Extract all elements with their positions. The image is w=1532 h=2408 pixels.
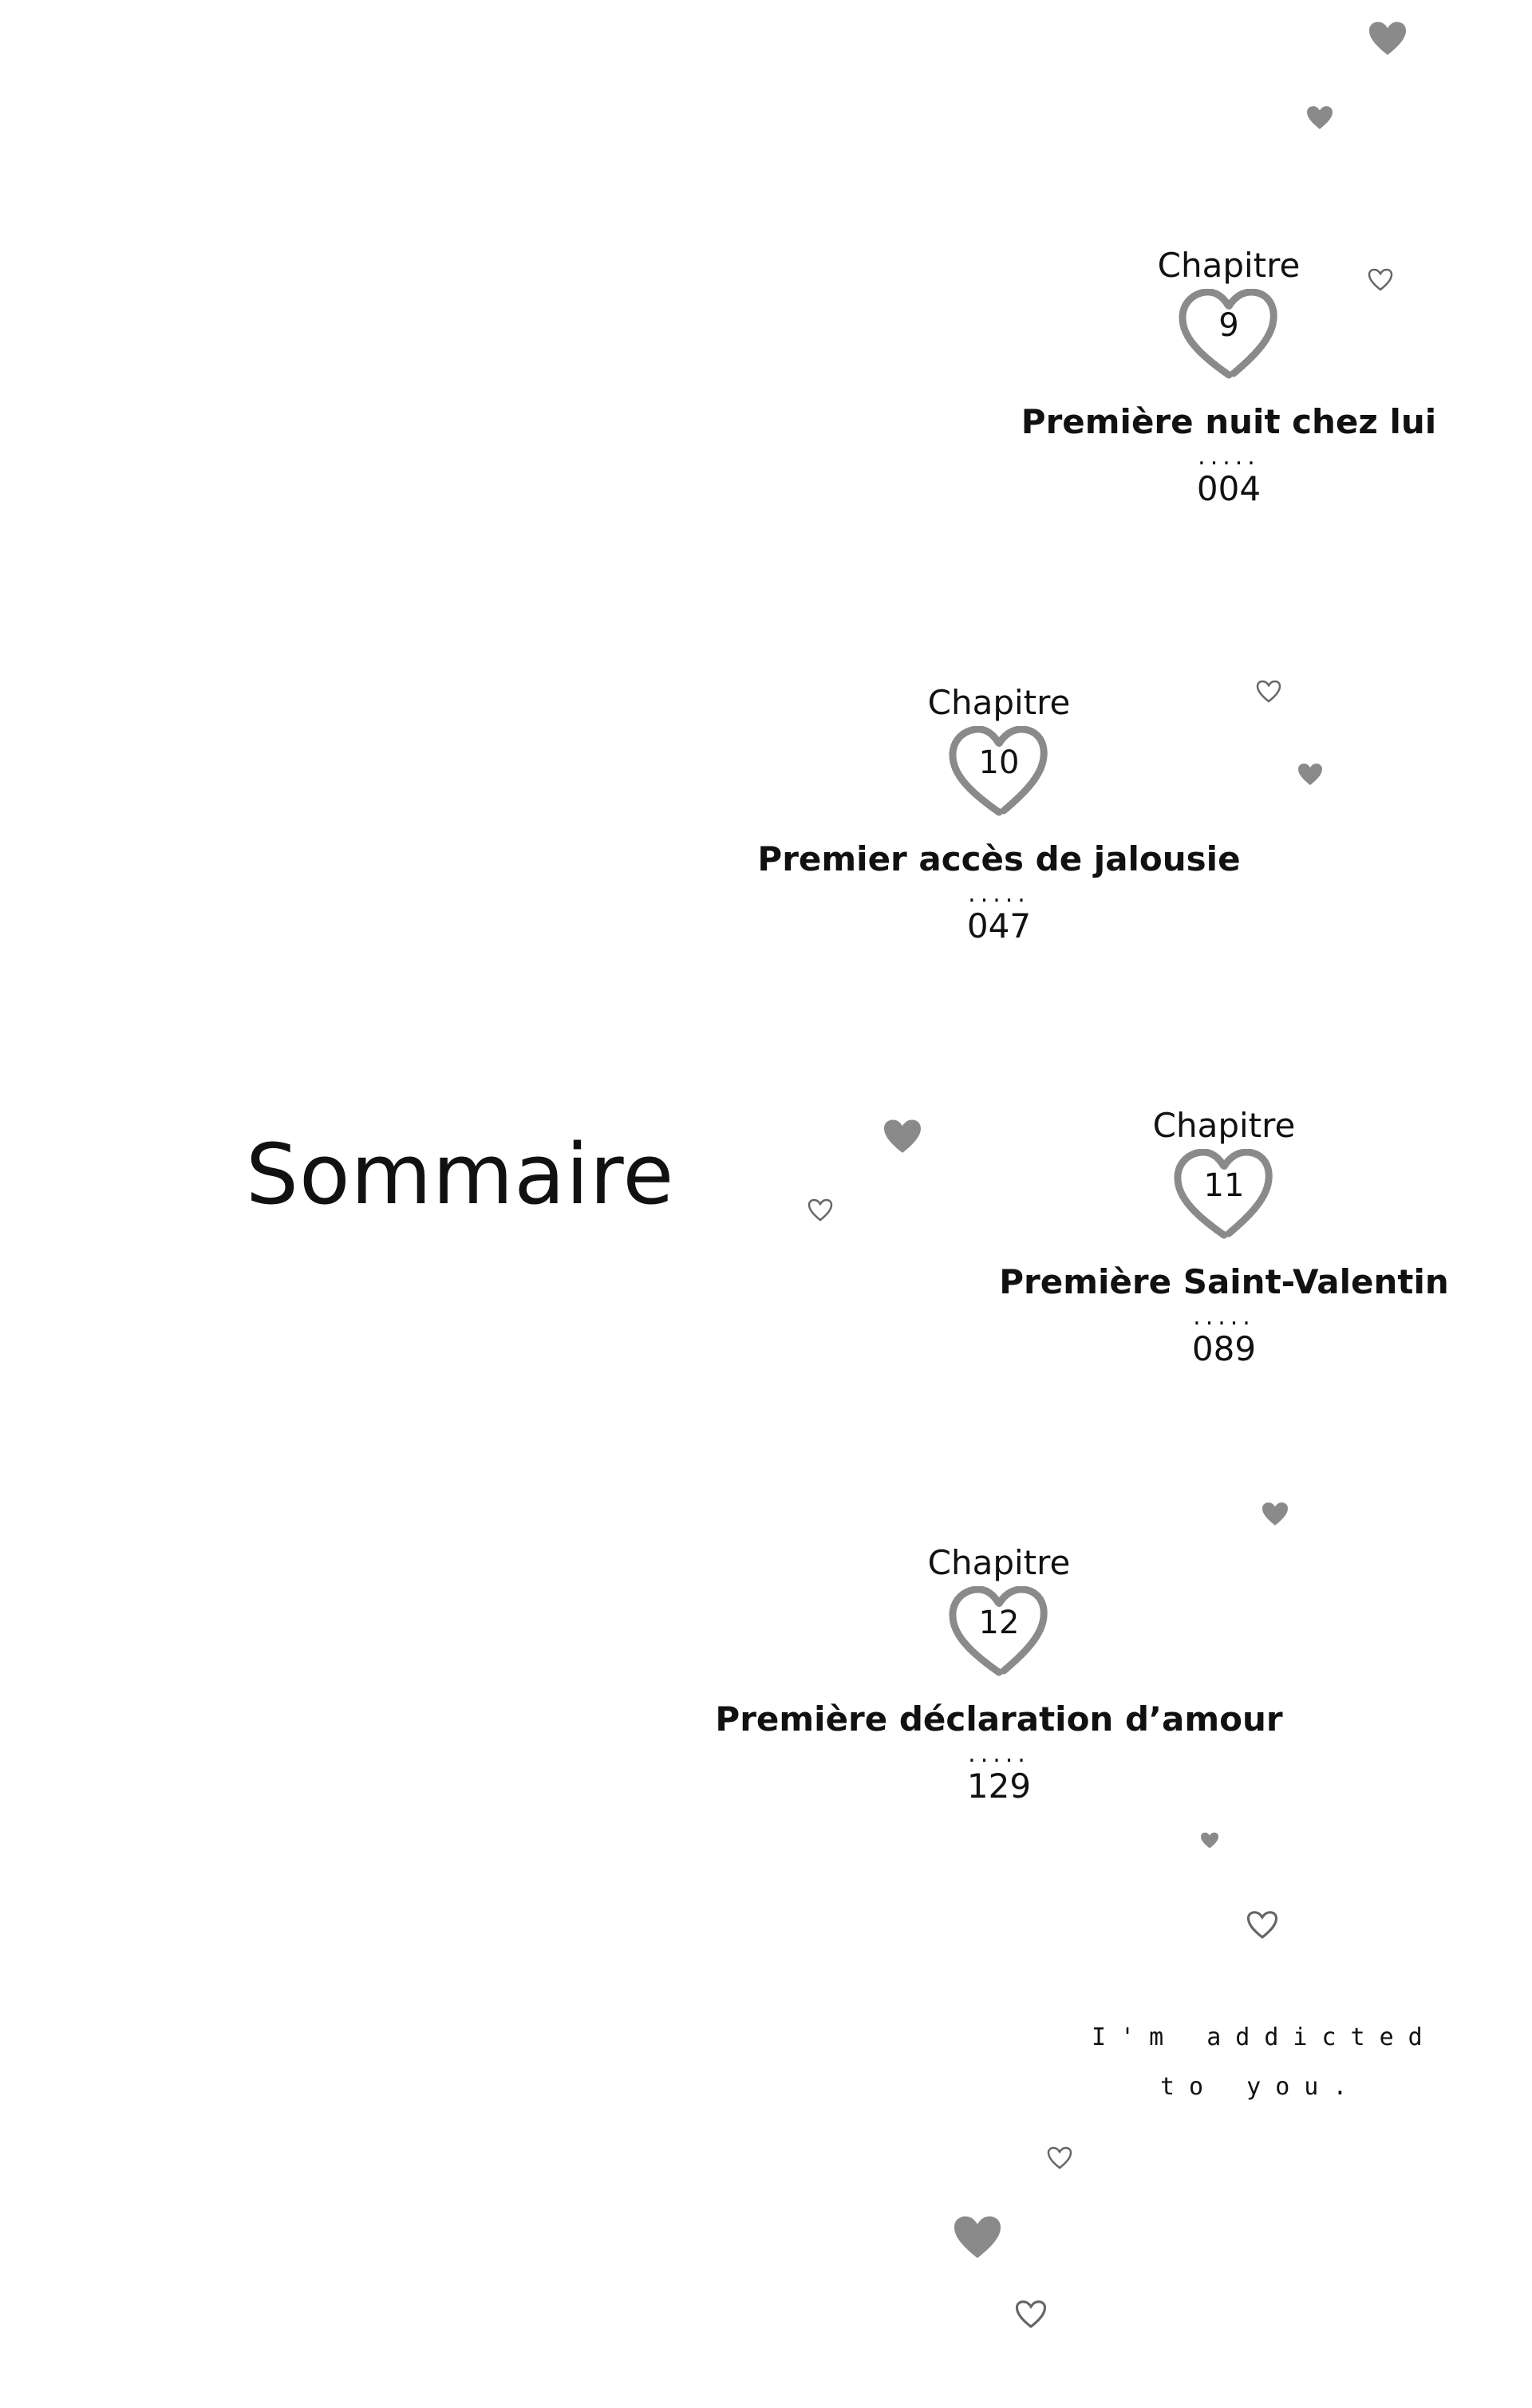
chapter-title: Première nuit chez lui xyxy=(1021,402,1437,441)
chapter-dots: ..... xyxy=(1193,1303,1255,1332)
chapter-entry-9[interactable] xyxy=(942,246,1516,509)
heart-outline-icon xyxy=(1368,268,1393,292)
chapter-title: Premier accès de jalousie xyxy=(757,839,1241,878)
chapter-label: Chapitre xyxy=(927,683,1071,722)
heart-filled-icon xyxy=(1200,1832,1219,1849)
chapter-entry-10[interactable] xyxy=(712,683,1286,946)
chapter-title: Première déclaration d’amour xyxy=(715,1699,1283,1739)
tagline-line-1: I'm addicted xyxy=(1092,2023,1437,2051)
heart-outline-icon xyxy=(1246,1910,1278,1940)
chapter-heart-icon xyxy=(1173,1149,1275,1243)
heart-filled-icon xyxy=(882,1119,922,1155)
chapter-heart-icon xyxy=(1178,289,1280,383)
chapter-entry-11[interactable] xyxy=(937,1106,1511,1369)
heart-filled-icon xyxy=(1368,21,1408,57)
heart-filled-icon xyxy=(1297,763,1323,787)
heart-outline-icon xyxy=(1256,680,1281,704)
chapter-dots: ..... xyxy=(1198,443,1260,472)
chapter-title: Première Saint-Valentin xyxy=(999,1262,1449,1301)
chapter-number: 12 xyxy=(978,1605,1020,1641)
chapter-page-number: 089 xyxy=(1191,1329,1257,1369)
heart-outline-icon xyxy=(1015,2299,1047,2330)
chapter-dots: ..... xyxy=(968,880,1030,909)
chapter-number: 11 xyxy=(1203,1167,1245,1204)
chapter-entry-12[interactable] xyxy=(712,1543,1286,1806)
heart-outline-icon xyxy=(1047,2146,1072,2170)
chapter-label: Chapitre xyxy=(927,1543,1071,1582)
heart-filled-icon xyxy=(1305,105,1334,131)
tagline-line-2: to you. xyxy=(1160,2073,1362,2101)
chapter-page-number: 129 xyxy=(966,1767,1032,1806)
chapter-number: 10 xyxy=(978,744,1020,781)
heart-outline-icon xyxy=(807,1198,833,1222)
chapter-page-number: 047 xyxy=(966,906,1032,946)
page-title: Sommaire xyxy=(246,1126,675,1223)
chapter-heart-icon xyxy=(948,726,1050,820)
chapter-heart-icon xyxy=(948,1586,1050,1680)
chapter-number: 9 xyxy=(1218,307,1239,344)
chapter-label: Chapitre xyxy=(1157,246,1301,285)
heart-filled-icon xyxy=(953,2215,1002,2261)
chapter-page-number: 004 xyxy=(1196,469,1262,509)
heart-filled-icon xyxy=(1261,1502,1289,1527)
chapter-dots: ..... xyxy=(968,1740,1030,1769)
chapter-label: Chapitre xyxy=(1152,1106,1296,1145)
